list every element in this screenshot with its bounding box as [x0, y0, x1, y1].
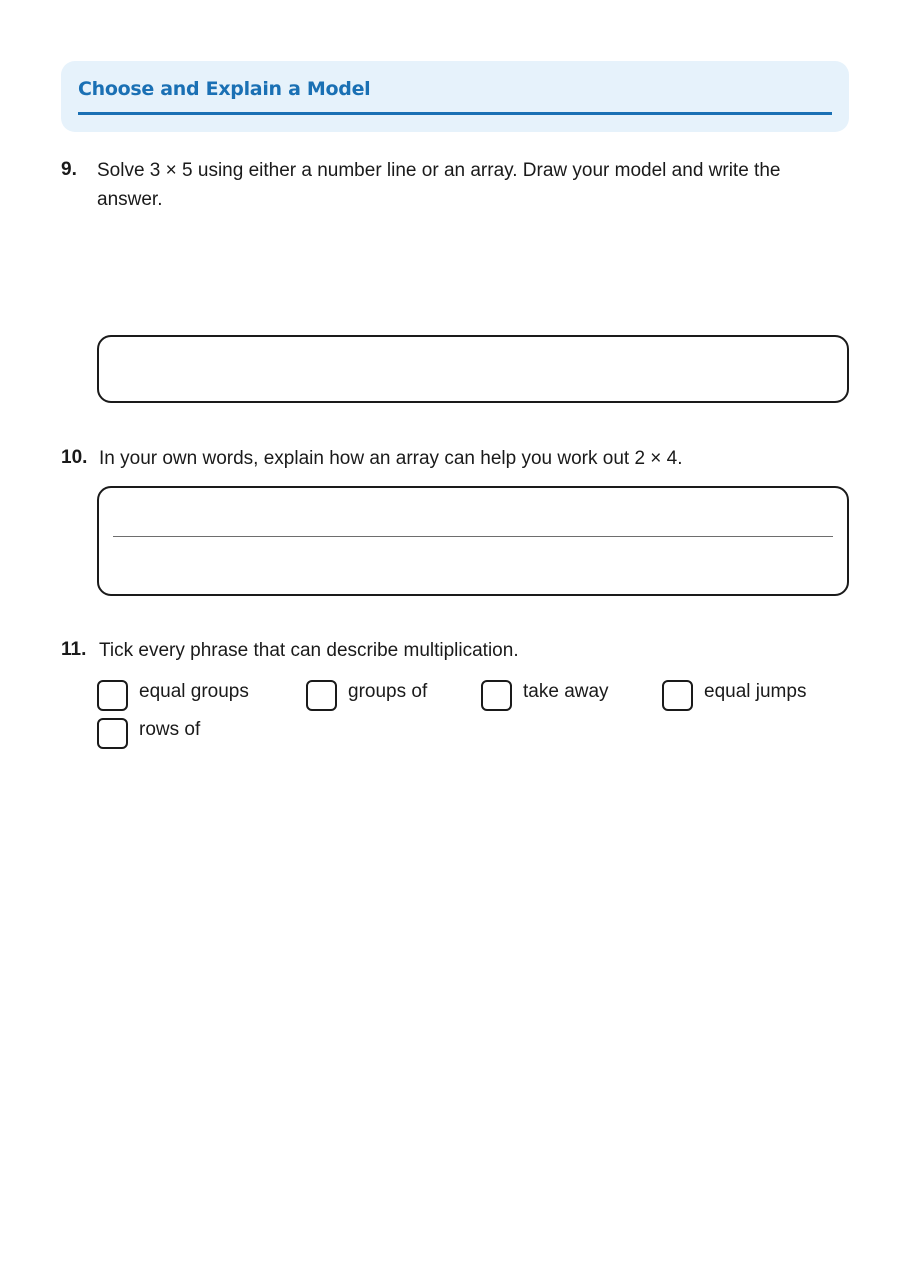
question-9-number: 9.	[61, 159, 77, 180]
tick-option-label: rows of	[139, 719, 201, 740]
question-11-text: Tick every phrase that can describe multiplication.	[99, 640, 519, 661]
tick-option-label: equal jumps	[704, 681, 807, 702]
writing-line	[113, 536, 833, 537]
checkbox[interactable]	[97, 718, 128, 749]
question-10-number: 10.	[61, 447, 88, 468]
section-header	[61, 61, 849, 132]
checkbox[interactable]	[662, 680, 693, 711]
checkbox[interactable]	[97, 680, 128, 711]
tick-option-label: groups of	[348, 681, 428, 702]
question-10-text: In your own words, explain how an array can help you work out 2 × 4.	[99, 448, 683, 469]
section-title: Choose and Explain a Model	[78, 78, 371, 100]
checkbox[interactable]	[481, 680, 512, 711]
question-9-text-line-1: Solve 3 × 5 using either a number line or an array. Draw your model and write the	[97, 160, 781, 181]
question-11-number: 11.	[61, 639, 87, 660]
checkbox[interactable]	[306, 680, 337, 711]
tick-option-label: take away	[523, 681, 609, 702]
question-9-answer-box[interactable]	[97, 335, 849, 403]
tick-option-label: equal groups	[139, 681, 249, 702]
question-10-answer-box[interactable]	[97, 486, 849, 596]
section-divider	[78, 112, 832, 115]
question-9-text-line-2: answer.	[97, 189, 163, 210]
